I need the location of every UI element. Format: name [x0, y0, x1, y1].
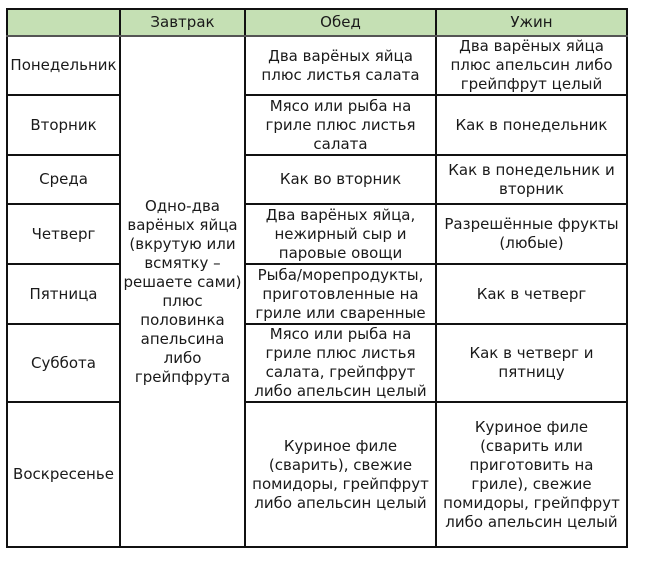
lunch-cell: Два варёных яйца плюс листья салата: [245, 36, 436, 95]
weekly-diet-table: [6, 8, 628, 548]
table-row-wednesday: [7, 155, 627, 204]
dinner-cell: Как в понедельник и вторник: [436, 155, 627, 204]
dinner-cell: Как в четверг и пятницу: [436, 324, 627, 402]
day-cell: Среда: [7, 155, 120, 204]
table-row-monday: [7, 36, 627, 95]
header-corner-cell: [7, 9, 120, 36]
dinner-cell: Куриное филе (сварить или приготовить на гриле), свежие помидоры, грейпфрут либо апельсин целый: [436, 402, 627, 547]
lunch-cell: Рыба/морепродукты, приготовленные на гриле или сваренные: [245, 264, 436, 324]
table-row-friday: [7, 264, 627, 324]
day-cell: Понедельник: [7, 36, 120, 95]
day-cell: Пятница: [7, 264, 120, 324]
table-row-saturday: [7, 324, 627, 402]
dinner-cell: Два варёных яйца плюс апельсин либо грейпфрут целый: [436, 36, 627, 95]
day-cell: Суббота: [7, 324, 120, 402]
table-row-thursday: [7, 204, 627, 264]
diet-plan-container: [6, 8, 628, 548]
table-row-tuesday: [7, 95, 627, 155]
table-row-sunday: [7, 402, 627, 547]
header-dinner: Ужин: [436, 9, 627, 36]
day-cell: Воскресенье: [7, 402, 120, 547]
breakfast-cell-merged: Одно-два варёных яйца (вкрутую или всмятку – решаете сами) плюс половинка апельсина либо грейпфрута: [120, 36, 245, 547]
dinner-cell: Разрешённые фрукты (любые): [436, 204, 627, 264]
lunch-cell: Мясо или рыба на гриле плюс листья салата, грейпфрут либо апельсин целый: [245, 324, 436, 402]
day-cell: Вторник: [7, 95, 120, 155]
dinner-cell: Как в понедельник: [436, 95, 627, 155]
header-row: [7, 9, 627, 36]
lunch-cell: Два варёных яйца, нежирный сыр и паровые овощи: [245, 204, 436, 264]
dinner-cell: Как в четверг: [436, 264, 627, 324]
lunch-cell: Как во вторник: [245, 155, 436, 204]
header-breakfast: Завтрак: [120, 9, 245, 36]
lunch-cell: Куриное филе (сварить), свежие помидоры, грейпфрут либо апельсин целый: [245, 402, 436, 547]
header-lunch: Обед: [245, 9, 436, 36]
lunch-cell: Мясо или рыба на гриле плюс листья салата: [245, 95, 436, 155]
day-cell: Четверг: [7, 204, 120, 264]
